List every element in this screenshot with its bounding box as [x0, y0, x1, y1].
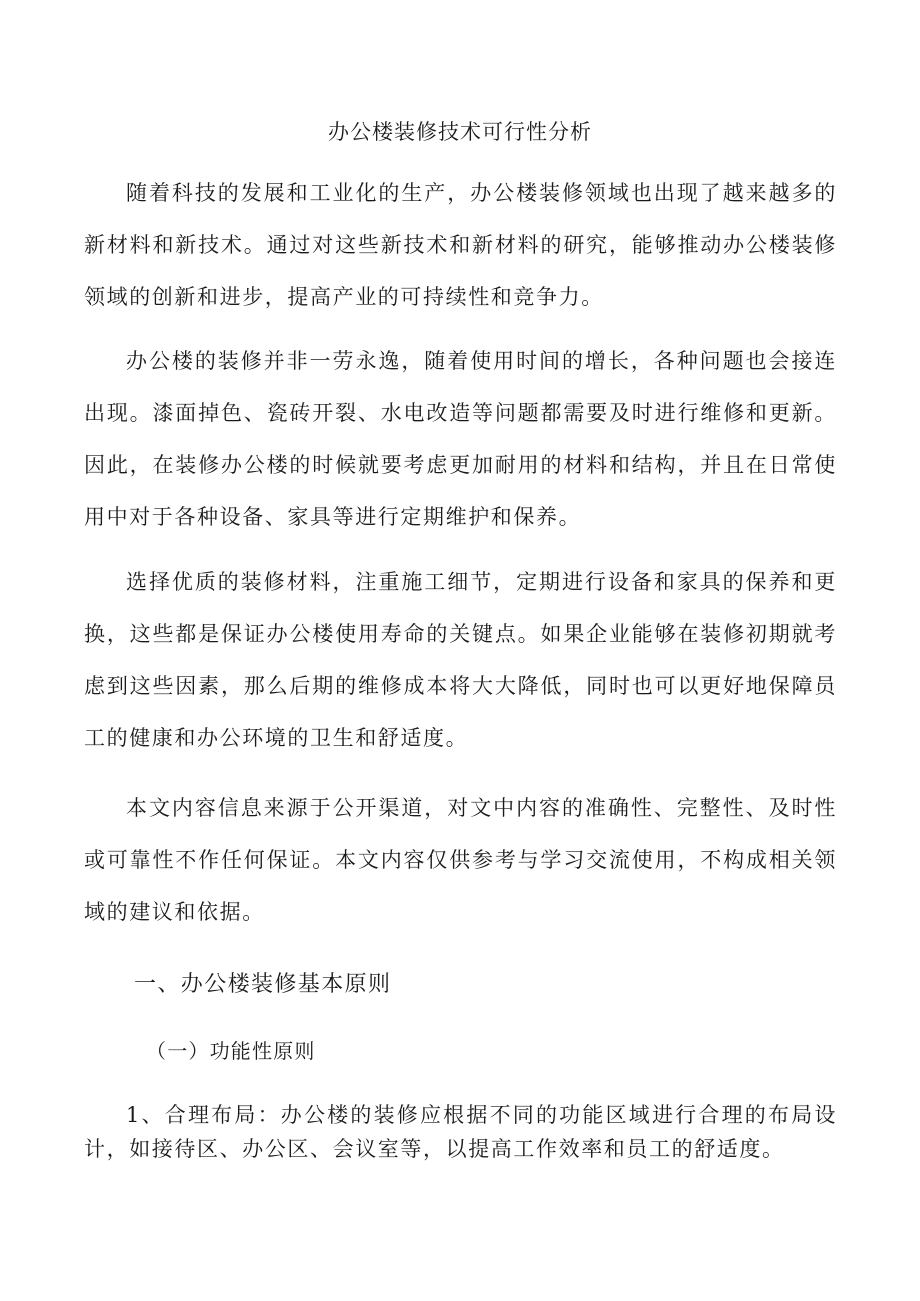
subsection-heading: （一）功能性原则 — [146, 1039, 316, 1063]
document-title: 办公楼装修技术可行性分析 — [328, 120, 592, 144]
list-item-layout: 1、合理布局：办公楼的装修应根据不同的功能区域进行合理的布局设计，如接待区、办公区、会议室等，以提高工作效率和员工的舒适度。 — [84, 1103, 837, 1161]
paragraph-intro: 随着科技的发展和工业化的生产，办公楼装修领域也出现了越来越多的新材料和新技术。通过对这些新技术和新材料的研究，能够推动办公楼装修领域的创新和进步，提高产业的可持续性和竞争力。 — [84, 181, 837, 309]
paragraph-disclaimer: 本文内容信息来源于公开渠道，对文中内容的准确性、完整性、及时性或可靠性不作任何保证。本文内容仅供参考与学习交流使用，不构成相关领域的建议和依据。 — [84, 796, 837, 924]
paragraph-materials: 选择优质的装修材料，注重施工细节，定期进行设备和家具的保养和更换，这些都是保证办公楼使用寿命的关键点。如果企业能够在装修初期就考虑到这些因素，那么后期的维修成本将大大降低，同时也可以更好地保障员工的健康和办公环境的卫生和舒适度。 — [84, 570, 837, 750]
paragraph-maintenance: 办公楼的装修并非一劳永逸，随着使用时间的增长，各种问题也会接连出现。漆面掉色、瓷砖开裂、水电改造等问题都需要及时进行维修和更新。因此，在装修办公楼的时候就要考虑更加耐用的材料和结构，并且在日常使用中对于各种设备、家具等进行定期维护和保养。 — [84, 349, 837, 529]
section-heading: 一、办公楼装修基本原则 — [134, 972, 392, 997]
